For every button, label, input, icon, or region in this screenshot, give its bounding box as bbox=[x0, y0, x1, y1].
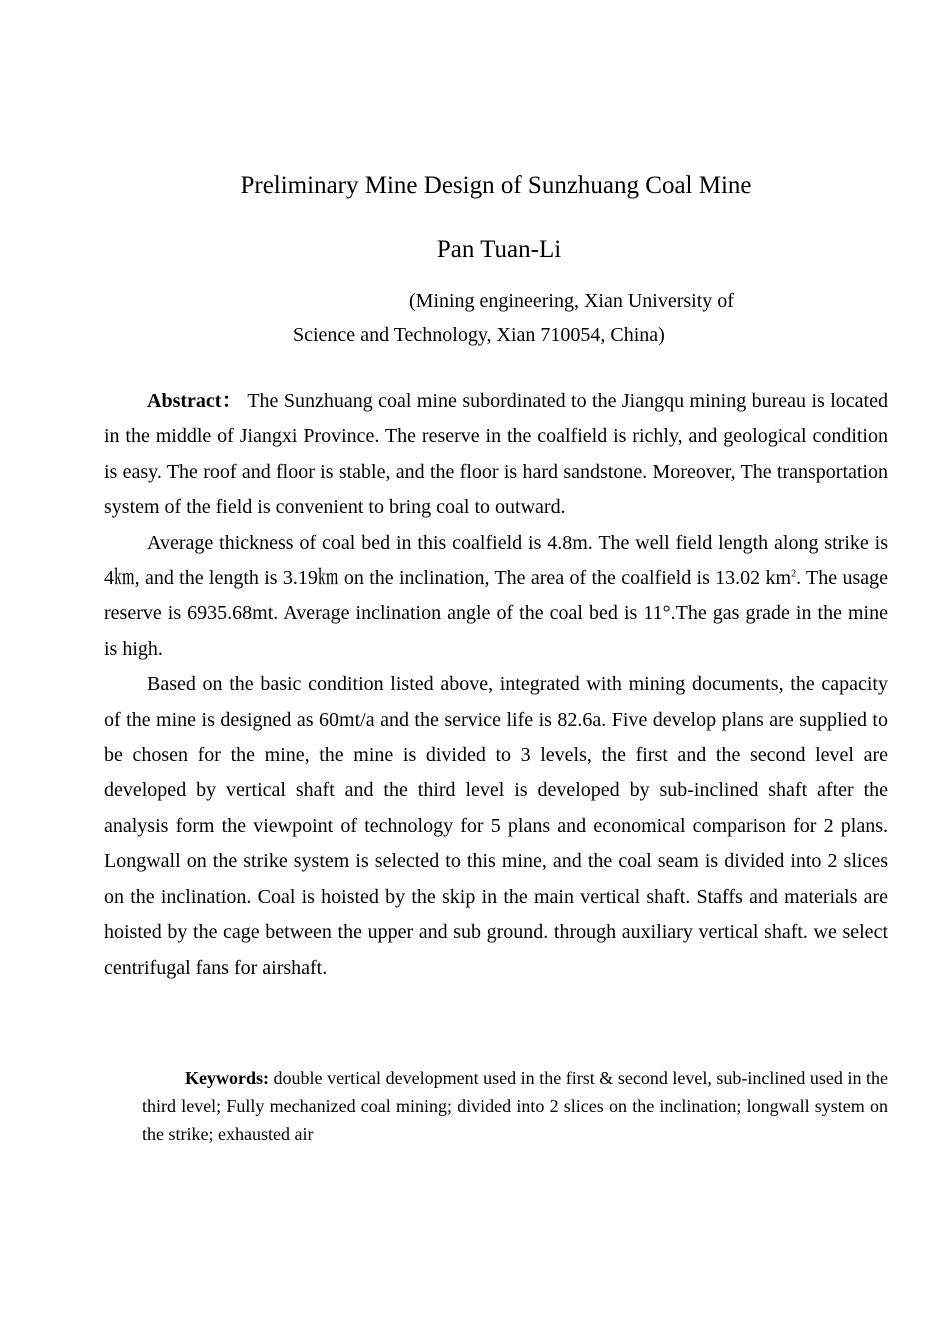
abstract-paragraph-2-rest: . The usage reserve is 6935.68mt. Average inclination angle of the coal bed is 11°.The gas grade in the mine is high. bbox=[104, 567, 888, 660]
affiliation-line-2: Science and Technology, Xian 710054, China) bbox=[293, 324, 665, 346]
abstract-section bbox=[104, 384, 888, 986]
abstract-paragraph-3: Based on the basic condition listed above, integrated with mining documents, the capacity of the mine is designed as 60mt/a and the service life is 82.6a. Five develop plans are supplied to be chosen for the mine, the mine is divided to 3 levels, the first and the second level are developed by vertical shaft and the third level is developed by sub-inclined shaft after the analysis form the viewpoint of technology for 5 plans and economical comparison for 2 plans. Longwall on the strike system is selected to this mine, and the coal seam is divided into 2 slices on the inclination. Coal is hoisted by the skip in the main vertical shaft. Staffs and materials are hoisted by the cage between the upper and sub ground. through auxiliary vertical shaft. we select centrifugal fans for airshaft. bbox=[104, 673, 888, 979]
abstract-paragraph-1-text: The Sunzhuang coal mine subordinated to the Jiangqu mining bureau is located in the middle of Jiangxi Province. The reserve in the coalfield is richly, and geological condition is easy. The roof and floor is stable, and the floor is hard sandstone. Moreover, The transportation system of the field is convenient to bring coal to outward. bbox=[104, 390, 888, 519]
abstract-paragraph-2-text: Average thickness of coal bed in this coalfield is 4.8m. The well field length along strike is 4㎞, and the length is 3.19㎞ on the inclination, The area of the coalfield is 13.02 km bbox=[104, 531, 888, 590]
paper-author: Pan Tuan-Li bbox=[436, 236, 562, 263]
keywords-label: Keywords: bbox=[185, 1068, 269, 1088]
abstract-paragraph-1 bbox=[104, 384, 888, 526]
affiliation-line-1: (Mining engineering, Xian University of bbox=[409, 290, 734, 312]
abstract-paragraph-2 bbox=[104, 526, 888, 668]
superscript-2: 2 bbox=[791, 568, 797, 580]
keywords bbox=[142, 1064, 888, 1148]
keywords-text: double vertical development used in the first & second level, sub-inclined used in the third level; Fully mechanized coal mining; divided into 2 slices on the inclination; longwall system on the strike; exhausted air bbox=[142, 1068, 888, 1144]
abstract-label: Abstract： bbox=[147, 390, 243, 412]
paper-title: Preliminary Mine Design of Sunzhuang Coal Mine bbox=[240, 172, 752, 199]
